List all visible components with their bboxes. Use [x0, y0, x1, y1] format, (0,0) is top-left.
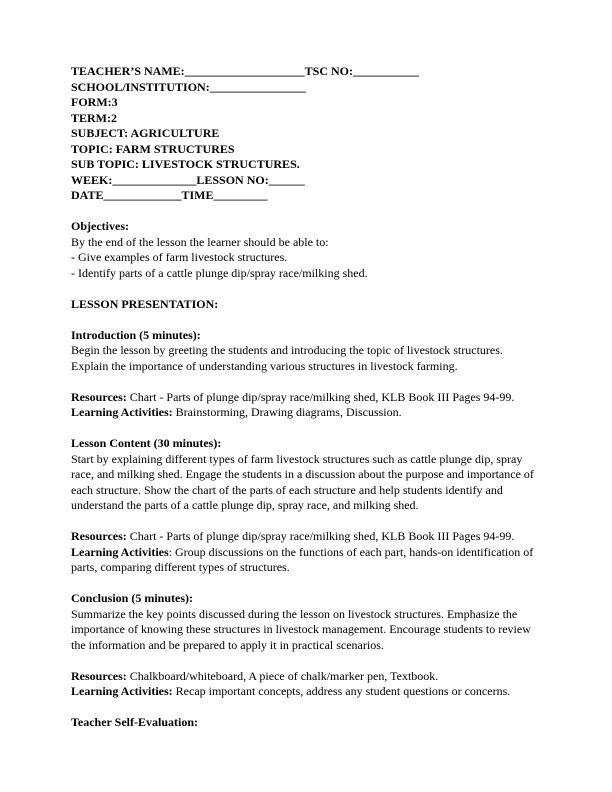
introduction-resources-block — [71, 390, 540, 421]
header-line-date-time: DATE_____________TIME_________ — [71, 188, 268, 202]
header-line-topic: TOPIC: FARM STRUCTURES — [71, 141, 235, 156]
resources-label: Resources: — [71, 389, 127, 404]
conclusion-body: Summarize the key points discussed during the lesson on livestock structures. Emphasize the importance of knowing these structures in livestock management. Encourage students to review the information and be prepared to apply it in practical scenarios. — [71, 606, 531, 652]
lesson-content-body: Start by explaining different types of farm livestock structures such as cattle plunge dip, spray race, and milking shed. Engage the students in a discussion about the purpose and importance of each structure. Show the chart of the parts of each structure and help students identify and understand the parts of a cattle plunge dip, spray race, and milking shed. — [71, 451, 534, 512]
objective-item: - Identify parts of a cattle plunge dip/spray race/milking shed. — [71, 265, 368, 280]
activities-label: Learning Activities: — [71, 684, 173, 698]
header-line-teacher-name: TEACHER’S NAME:____________________TSC NO:___________ — [71, 64, 420, 78]
resources-line — [71, 529, 540, 545]
objectives-heading: Objectives: — [71, 219, 129, 233]
lesson-content-resources-block — [71, 529, 540, 576]
resources-label: Resources: — [71, 529, 127, 543]
header-line-subtopic: SUB TOPIC: LIVESTOCK STRUCTURES. — [71, 157, 300, 171]
objective-item: - Give examples of farm livestock structures. — [71, 250, 288, 264]
introduction-section — [71, 328, 540, 375]
lesson-presentation-section — [71, 297, 540, 313]
lesson-content-section — [71, 436, 540, 514]
objectives-section — [71, 219, 540, 281]
header-line-week-lesson: WEEK:______________LESSON NO:______ — [71, 172, 305, 187]
activities-line — [71, 545, 540, 576]
resources-label: Resources: — [71, 668, 127, 683]
header-line-school: SCHOOL/INSTITUTION:________________ — [71, 79, 306, 94]
teacher-self-evaluation-section — [71, 715, 540, 731]
header-line-term: TERM:2 — [71, 110, 117, 125]
lesson-content-heading: Lesson Content (30 minutes): — [71, 436, 222, 450]
resources-text: Chart - Parts of plunge dip/spray race/milking shed, KLB Book III Pages 94-99. — [126, 389, 515, 404]
conclusion-heading: Conclusion (5 minutes): — [71, 591, 194, 605]
resources-text: Chalkboard/whiteboard, A piece of chalk/marker pen, Textbook. — [126, 668, 439, 683]
introduction-heading: Introduction (5 minutes): — [71, 327, 201, 342]
activities-line — [71, 405, 540, 421]
activities-label: Learning Activities — [71, 544, 169, 559]
activities-text: : Group discussions on the functions of each part, hands-on identification of parts, comparing different types of structures. — [71, 544, 534, 574]
conclusion-section — [71, 591, 540, 653]
header-line-form: FORM:3 — [71, 95, 118, 109]
activities-line — [71, 684, 540, 700]
objectives-intro: By the end of the lesson the learner should be able to: — [71, 234, 329, 249]
resources-text: Chart - Parts of plunge dip/spray race/milking shed, KLB Book III Pages 94-99. — [126, 529, 515, 543]
activities-text: Recap important concepts, address any student questions or concerns. — [172, 684, 511, 698]
header-block — [71, 64, 540, 204]
activities-text: Brainstorming, Drawing diagrams, Discussion. — [172, 405, 402, 419]
lesson-presentation-heading: LESSON PRESENTATION: — [71, 296, 219, 311]
resources-line — [71, 669, 540, 685]
introduction-body: Begin the lesson by greeting the students and introducing the topic of livestock structures. Explain the importance of understanding various structures in livestock farming. — [71, 343, 503, 373]
activities-label: Learning Activities: — [71, 405, 173, 419]
conclusion-resources-block — [71, 669, 540, 700]
teacher-self-evaluation-heading: Teacher Self-Evaluation: — [71, 715, 199, 729]
resources-line — [71, 390, 540, 406]
header-line-subject: SUBJECT: AGRICULTURE — [71, 126, 220, 140]
